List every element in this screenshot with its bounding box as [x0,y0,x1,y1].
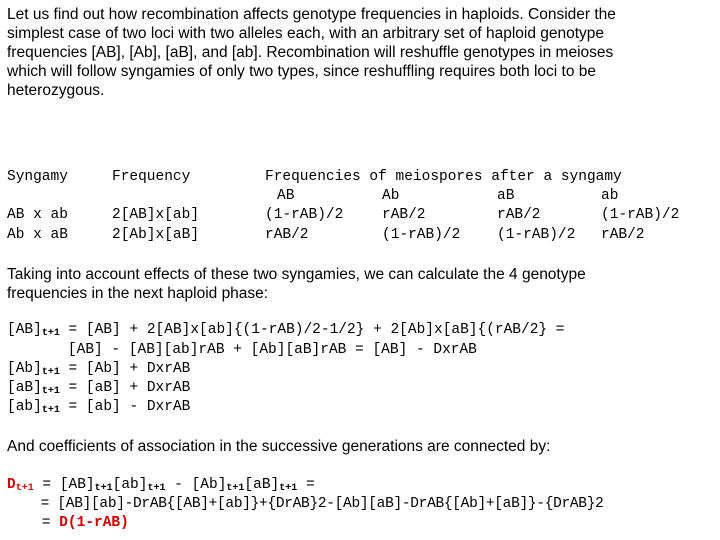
genotype-header-ab: ab [601,188,619,204]
equation-AB: $[AB]_{t+1} = [AB] + 2[AB]x[ab]\{(1-rAB)/2-1/2\} + 2[Ab]x[aB]\{(rAB/2\}$ = [7,322,565,339]
header-meiospores: Frequencies of meiospores after a syngamy [265,169,622,185]
d-equation-line2: = [AB][ab]-DrAB{[AB]+[ab]}+{DrAB}2-[Ab][aB]-DrAB{[Ab]+[aB]}-{DrAB}2 [7,496,604,512]
genotype-header-aB: aB [497,188,515,204]
equation-ab: $[ab]_{t+1} = [ab]$ - DxrAB [7,399,191,416]
middle-line: Taking into account effects of these two syngamies, we can calculate the 4 genotype [7,266,586,283]
middle-paragraph [7,265,586,303]
intro-line: frequencies [AB], [Ab], [aB], and [ab]. Recombination will reshuffle genotypes in meioses [7,44,614,61]
middle-line: frequencies in the next haploid phase: [7,285,269,302]
row1-ab: (1-rAB)/2 [601,207,680,223]
header-frequency: Frequency [112,169,191,185]
equation-AB-continued: [AB] - [AB][ab]rAB + [Ab][aB]rAB = [AB] - DxrAB [7,342,477,358]
row1-syngamy: AB x ab [7,207,68,223]
intro-line: simplest case of two loci with two alleles each, with an arbitrary set of haploid genotype [7,25,605,42]
closing-sentence: And coefficients of association in the successive generations are connected by: [7,438,551,455]
intro-line: which will follow syngamies of only two types, since reshuffling requires both loci to be [7,63,596,80]
d-result: D(1-rAB) [59,515,129,531]
intro-line: heterozygous. [7,82,105,99]
genotype-header-Ab: Ab [382,188,400,204]
row2-frequency: 2[Ab]x[aB] [112,227,200,243]
intro-paragraph [7,5,616,100]
intro-line: Let us find out how recombination affects genotype frequencies in haploids. Consider the [7,6,616,23]
row2-Ab: (1-rAB)/2 [382,227,461,243]
equation-Ab: $[Ab]_{t+1} = [Ab]$ + DxrAB [7,361,191,378]
row1-Ab: rAB/2 [382,207,426,223]
row2-aB: (1-rAB)/2 [497,227,576,243]
d-equation-line3: = D(1-rAB) [7,515,129,531]
row1-frequency: 2[AB]x[ab] [112,207,200,223]
row1-AB: (1-rAB)/2 [265,207,344,223]
row2-syngamy: Ab x aB [7,227,68,243]
row2-ab: rAB/2 [601,227,645,243]
genotype-header-AB: AB [277,188,295,204]
equation-aB: $[aB]_{t+1} = [aB]$ + DxrAB [7,380,191,397]
row2-AB: rAB/2 [265,227,309,243]
header-syngamy: Syngamy [7,169,68,185]
row1-aB: rAB/2 [497,207,541,223]
d-equation-line1: $D_{t+1} = [AB]_{t+1}[ab]_{t+1} - [Ab]_{t+1}[aB]_{t+1}$ = [7,477,315,494]
